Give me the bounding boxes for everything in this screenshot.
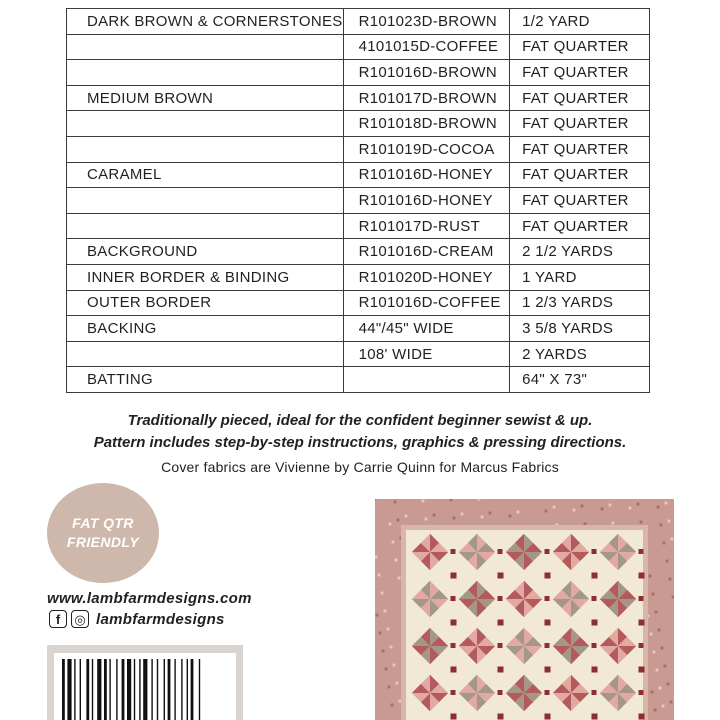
fabric-code-cell: R101019D-COCOA — [343, 136, 510, 162]
quilt-preview-image — [375, 499, 674, 720]
fabric-area-cell — [67, 111, 344, 137]
barcode-bar — [164, 659, 165, 720]
cornerstone-square — [451, 596, 456, 601]
badge-line-2: FRIENDLY — [66, 534, 140, 550]
cornerstone-square — [498, 596, 503, 601]
cornerstone-square — [498, 549, 503, 554]
cornerstone-square — [498, 667, 504, 673]
fabric-code-cell: R101023D-BROWN — [343, 9, 510, 35]
border-print-dot — [508, 514, 511, 517]
fabric-row — [67, 264, 650, 290]
border-print-dot — [393, 500, 396, 503]
fabric-area-cell — [67, 60, 344, 86]
facebook-icon[interactable]: f — [49, 610, 67, 628]
fabric-code-cell: R101017D-BROWN — [343, 85, 510, 111]
border-print-dot — [384, 667, 387, 670]
border-print-dot — [667, 519, 670, 522]
cornerstone-square — [639, 573, 645, 579]
cornerstone-square — [545, 573, 551, 579]
border-print-dot — [611, 521, 614, 524]
fabric-row — [67, 85, 650, 111]
fabric-row — [67, 9, 650, 35]
barcode-bar — [62, 659, 65, 720]
fabric-area-cell: DARK BROWN & CORNERSTONES — [67, 9, 344, 35]
fabric-area-cell: CARAMEL — [67, 162, 344, 188]
fabric-requirements-table — [66, 8, 650, 393]
fabric-quantity-cell: FAT QUARTER — [510, 60, 650, 86]
border-print-dot — [660, 646, 663, 649]
fabric-row — [67, 341, 650, 367]
barcode — [54, 653, 236, 720]
cornerstone-square — [545, 549, 550, 554]
cornerstone-square — [545, 690, 550, 695]
skill-level-note: Traditionally pieced, ideal for the confident beginner sewist & up. — [127, 412, 593, 429]
border-print-dot — [380, 591, 383, 594]
fat-qtr-friendly-badge — [47, 483, 159, 583]
cornerstone-square — [545, 714, 551, 720]
cornerstone-square — [498, 714, 504, 720]
fabric-quantity-cell: FAT QUARTER — [510, 136, 650, 162]
border-print-dot — [396, 518, 399, 521]
fabric-code-cell: R101018D-BROWN — [343, 111, 510, 137]
fabric-table-body — [67, 9, 650, 393]
border-print-dot — [488, 511, 491, 514]
fabric-code-cell: R101016D-HONEY — [343, 188, 510, 214]
barcode-bar — [80, 659, 81, 720]
border-print-dot — [656, 505, 659, 508]
fabric-row — [67, 136, 650, 162]
cornerstone-square — [592, 596, 597, 601]
cornerstone-square — [639, 596, 644, 601]
barcode-bar — [139, 659, 140, 720]
barcode-bar — [199, 659, 200, 720]
barcode-bar — [92, 659, 93, 720]
border-print-dot — [386, 627, 389, 630]
barcode-bar — [168, 659, 171, 720]
fabric-quantity-cell: 1/2 YARD — [510, 9, 650, 35]
barcode-bar — [109, 659, 110, 720]
instagram-icon[interactable]: ◎ — [71, 610, 89, 628]
border-print-dot — [648, 574, 651, 577]
cover-fabrics-note: Cover fabrics are Vivienne by Carrie Quinn for Marcus Fabrics — [161, 459, 559, 475]
fabric-code-cell: 4101015D-COFFEE — [343, 34, 510, 60]
border-print-dot — [392, 663, 395, 666]
cornerstone-square — [451, 690, 456, 695]
border-print-dot — [387, 685, 390, 688]
cornerstone-square — [592, 549, 597, 554]
border-print-dot — [600, 507, 603, 510]
border-print-dot — [394, 558, 397, 561]
fabric-area-cell: MEDIUM BROWN — [67, 85, 344, 111]
border-print-dot — [580, 504, 583, 507]
fabric-quantity-cell: FAT QUARTER — [510, 85, 650, 111]
border-print-dot — [668, 577, 671, 580]
border-print-dot — [460, 512, 463, 515]
fabric-row — [67, 162, 650, 188]
fabric-quantity-cell: FAT QUARTER — [510, 213, 650, 239]
quilt-graphic — [375, 499, 674, 720]
border-print-dot — [653, 708, 656, 711]
fabric-quantity-cell: 2 1/2 YARDS — [510, 239, 650, 265]
border-print-dot — [662, 541, 665, 544]
barcode-bar — [191, 659, 194, 720]
barcode-bar — [104, 659, 107, 720]
cornerstone-square — [498, 643, 503, 648]
border-print-dot — [424, 517, 427, 520]
barcode-bar — [157, 659, 158, 720]
cornerstone-square — [498, 573, 504, 579]
fabric-row — [67, 367, 650, 393]
fabric-code-cell: R101016D-HONEY — [343, 162, 510, 188]
border-print-dot — [669, 700, 672, 703]
cornerstone-square — [451, 573, 457, 579]
border-print-dot — [390, 703, 393, 706]
barcode-bar — [122, 659, 125, 720]
cornerstone-square — [639, 620, 645, 626]
pattern-includes-note: Pattern includes step-by-step instructions, graphics & pressing directions. — [93, 434, 627, 451]
cornerstone-square — [639, 714, 645, 720]
cornerstone-square — [592, 714, 598, 720]
fabric-area-cell — [67, 188, 344, 214]
border-print-dot — [651, 592, 654, 595]
fabric-area-cell: BATTING — [67, 367, 344, 393]
border-print-dot — [388, 522, 391, 525]
border-print-dot — [664, 501, 667, 504]
barcode-graphic — [60, 659, 230, 720]
border-print-dot — [654, 610, 657, 613]
border-print-dot — [666, 682, 669, 685]
fabric-row — [67, 34, 650, 60]
border-print-dot — [395, 681, 398, 684]
fabric-code-cell: R101016D-BROWN — [343, 60, 510, 86]
cornerstone-square — [592, 573, 598, 579]
border-print-dot — [650, 690, 653, 693]
cornerstone-square — [592, 667, 598, 673]
border-print-dot — [383, 609, 386, 612]
border-print-dot — [649, 632, 652, 635]
barcode-bar — [143, 659, 147, 720]
barcode-bar — [187, 659, 188, 720]
fabric-code-cell — [343, 367, 510, 393]
cornerstone-square — [451, 620, 457, 626]
border-print-dot — [421, 499, 424, 502]
border-print-dot — [655, 668, 658, 671]
fabric-quantity-cell: FAT QUARTER — [510, 188, 650, 214]
border-print-dot — [391, 540, 394, 543]
fabric-code-cell: 44"/45" WIDE — [343, 316, 510, 342]
cornerstone-square — [592, 690, 597, 695]
fabric-quantity-cell: FAT QUARTER — [510, 34, 650, 60]
fabric-area-cell: INNER BORDER & BINDING — [67, 264, 344, 290]
fabric-quantity-cell: 1 YARD — [510, 264, 650, 290]
cornerstone-square — [639, 690, 644, 695]
border-print-dot — [452, 516, 455, 519]
cornerstone-square — [592, 620, 598, 626]
border-print-dot — [670, 537, 673, 540]
border-print-dot — [432, 513, 435, 516]
fabric-row — [67, 188, 650, 214]
fabric-area-cell — [67, 34, 344, 60]
fabric-area-cell — [67, 136, 344, 162]
cornerstone-square — [639, 667, 645, 673]
border-print-dot — [608, 503, 611, 506]
cornerstone-square — [639, 643, 644, 648]
border-print-dot — [480, 515, 483, 518]
cornerstone-square — [545, 620, 551, 626]
border-print-dot — [516, 510, 519, 513]
fabric-row — [67, 290, 650, 316]
fabric-row — [67, 213, 650, 239]
fabric-row — [67, 60, 650, 86]
barcode-bar — [181, 659, 182, 720]
barcode-bar — [174, 659, 175, 720]
barcode-bar — [86, 659, 89, 720]
barcode-bar — [97, 659, 101, 720]
border-print-dot — [552, 505, 555, 508]
fabric-code-cell: R101016D-COFFEE — [343, 290, 510, 316]
border-print-dot — [665, 559, 668, 562]
barcode-bar — [67, 659, 71, 720]
fabric-quantity-cell: 2 YARDS — [510, 341, 650, 367]
cornerstone-square — [545, 667, 551, 673]
barcode-bar — [116, 659, 117, 720]
border-print-dot — [661, 704, 664, 707]
border-print-dot — [663, 664, 666, 667]
cornerstone-square — [451, 549, 456, 554]
social-links — [49, 610, 225, 628]
fabric-row — [67, 111, 650, 137]
badge-line-1: FAT QTR — [72, 515, 134, 531]
fabric-area-cell: BACKGROUND — [67, 239, 344, 265]
barcode-bar — [127, 659, 131, 720]
fabric-row — [67, 239, 650, 265]
cornerstone-square — [498, 690, 503, 695]
fabric-area-cell: BACKING — [67, 316, 344, 342]
cornerstone-square — [451, 714, 457, 720]
barcode-bar — [151, 659, 152, 720]
website-link[interactable]: www.lambfarmdesigns.com — [47, 590, 252, 607]
barcode-panel — [47, 645, 243, 720]
fabric-code-cell: 108' WIDE — [343, 341, 510, 367]
fabric-quantity-cell: 3 5/8 YARDS — [510, 316, 650, 342]
fabric-area-cell: OUTER BORDER — [67, 290, 344, 316]
fabric-quantity-cell: FAT QUARTER — [510, 111, 650, 137]
border-print-dot — [636, 502, 639, 505]
border-print-dot — [572, 508, 575, 511]
border-print-dot — [657, 628, 660, 631]
cornerstone-square — [451, 643, 456, 648]
cornerstone-square — [451, 667, 457, 673]
cornerstone-square — [498, 620, 504, 626]
fabric-code-cell: R101017D-RUST — [343, 213, 510, 239]
cornerstone-square — [639, 549, 644, 554]
fabric-row — [67, 316, 650, 342]
border-print-dot — [397, 576, 400, 579]
fabric-quantity-cell: 1 2/3 YARDS — [510, 290, 650, 316]
fabric-area-cell — [67, 213, 344, 239]
cornerstone-square — [545, 643, 550, 648]
barcode-bar — [134, 659, 135, 720]
cornerstone-square — [545, 596, 550, 601]
border-print-dot — [628, 506, 631, 509]
fabric-quantity-cell: 64" X 73" — [510, 367, 650, 393]
border-print-dot — [381, 649, 384, 652]
border-print-dot — [658, 686, 661, 689]
social-handle: lambfarmdesigns — [96, 610, 225, 628]
border-print-dot — [378, 631, 381, 634]
fabric-area-cell — [67, 341, 344, 367]
pattern-notes — [0, 410, 720, 475]
border-print-dot — [375, 613, 378, 616]
border-print-dot — [377, 573, 380, 576]
border-print-dot — [404, 514, 407, 517]
fabric-code-cell: R101016D-CREAM — [343, 239, 510, 265]
border-print-dot — [652, 650, 655, 653]
border-print-dot — [544, 509, 547, 512]
fabric-code-cell: R101020D-HONEY — [343, 264, 510, 290]
border-print-dot — [659, 523, 662, 526]
border-print-dot — [389, 645, 392, 648]
border-print-dot — [639, 520, 642, 523]
cornerstone-square — [592, 643, 597, 648]
barcode-bar — [74, 659, 75, 720]
fabric-quantity-cell: FAT QUARTER — [510, 162, 650, 188]
